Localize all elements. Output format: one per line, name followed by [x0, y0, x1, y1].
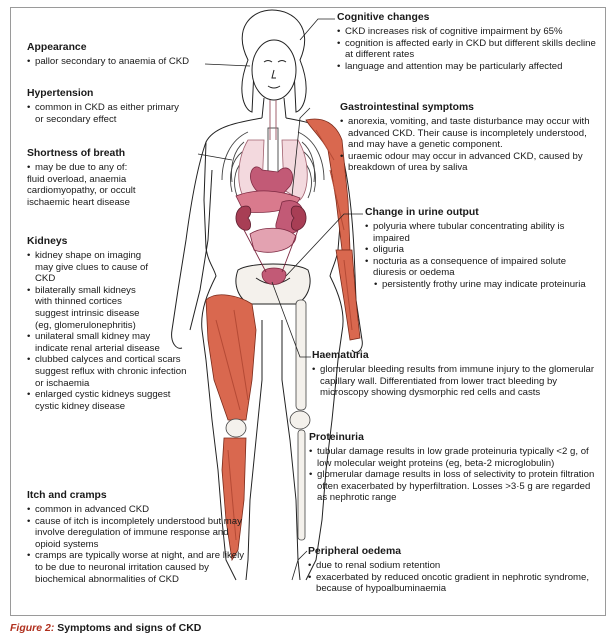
breath-section [27, 148, 197, 208]
cognitive-section [337, 12, 599, 72]
kidneys-item: • enlarged cystic kidneys suggest cystic kidney disease [27, 389, 197, 412]
breath-title: Shortness of breath [27, 148, 126, 159]
appearance-section [27, 42, 217, 68]
kidneys-item: • kidney shape on imaging may give clues to cause of CKD [27, 250, 153, 285]
left-kidney [236, 206, 251, 230]
oedema-item: • exacerbated by reduced oncotic gradient in nephrotic syndrome, because of hypoalbuminaemia [308, 572, 598, 595]
kidneys-item: • bilaterally small kidneys with thinned cortices suggest intrinsic disease (eg, glomerulonephritis) [27, 285, 153, 331]
breath-line: fluid overload, anaemia [27, 173, 127, 185]
proteinuria-item: • glomerular damage results in loss of selectivity to protein filtration often exacerbated by hyperfiltration. Losses >3·5 g are regarded as nephrotic range [309, 469, 601, 504]
kidneys-item: • unilateral small kidney may indicate renal arterial disease [27, 331, 185, 354]
gi-item: • anorexia, vomiting, and taste disturbance may occur with advanced CKD. Their cause is incompletely understood, and may have a genetic component. [340, 116, 602, 151]
figure-caption [10, 622, 201, 634]
haematuria-item: • glomerular bleeding results from immune injury to the glomerular capillary wall. Differentiated from lower tract bleeding by microscopy showing dysmorphic red cells and casts [312, 364, 597, 399]
itch-title: Itch and cramps [27, 490, 107, 501]
caption-label: Figure 2: [10, 622, 55, 634]
urine-item: • polyuria where tubular concentrating ability is impaired [365, 221, 595, 244]
gi-title: Gastrointestinal symptoms [340, 102, 474, 113]
hypertension-section [27, 88, 187, 125]
breath-line: ischaemic heart disease [27, 196, 130, 208]
urine-section [365, 207, 595, 291]
gi-section [340, 102, 602, 174]
itch-item: • common in advanced CKD [27, 504, 252, 516]
haematuria-section [312, 350, 597, 399]
neck [262, 98, 286, 118]
cognitive-title: Cognitive changes [337, 12, 430, 23]
cognitive-item: • cognition is affected early in CKD but different skills decline at different rates [337, 38, 599, 61]
leader-cognitive [300, 19, 335, 40]
appearance-title: Appearance [27, 42, 87, 53]
haematuria-title: Haematuria [312, 350, 369, 361]
oedema-title: Peripheral oedema [308, 546, 401, 557]
urine-subitem: • persistently frothy urine may indicate proteinuria [365, 279, 595, 291]
appearance-item: • pallor secondary to anaemia of CKD [27, 56, 217, 68]
itch-item: • cause of itch is incompletely understood but may involve deregulation of immune response and opioid systems [27, 516, 252, 551]
oedema-item: • due to renal sodium retention [308, 560, 598, 572]
urine-item: • nocturia as a consequence of impaired solute diuresis or oedema [365, 256, 595, 279]
oedema-section [308, 546, 598, 595]
right-kidney [291, 206, 306, 230]
urine-title: Change in urine output [365, 207, 479, 218]
kidneys-section [27, 236, 197, 412]
hypertension-title: Hypertension [27, 88, 94, 99]
cognitive-item: • language and attention may be particularly affected [337, 61, 599, 73]
itch-section [27, 490, 252, 585]
intestine [250, 228, 296, 252]
gi-item: • uraemic odour may occur in advanced CKD, caused by breakdown of urea by saliva [340, 151, 602, 174]
urine-item: • oliguria [365, 244, 595, 256]
breath-line: cardiomyopathy, or occult [27, 185, 136, 197]
proteinuria-title: Proteinuria [309, 432, 364, 443]
caption-text: Symptoms and signs of CKD [54, 622, 202, 634]
breath-lead: • may be due to any of: [27, 162, 197, 174]
itch-item: • cramps are typically worse at night, and are likely to be due to neuronal irritation caused by biochemical abnormalities of CKD [27, 550, 252, 585]
hypertension-item: • common in CKD as either primary or secondary effect [27, 102, 187, 125]
cognitive-item: • CKD increases risk of cognitive impairment by 65% [337, 26, 599, 38]
proteinuria-item: • tubular damage results in low grade proteinuria typically <2 g, of low molecular weight proteins (eg, beta-2 microglobulin) [309, 446, 601, 469]
right-femur [290, 300, 310, 540]
kidneys-item: • clubbed calyces and cortical scars suggest reflux with chronic infection or ischaemia [27, 354, 197, 389]
proteinuria-section [309, 432, 601, 504]
kidneys-title: Kidneys [27, 236, 68, 247]
